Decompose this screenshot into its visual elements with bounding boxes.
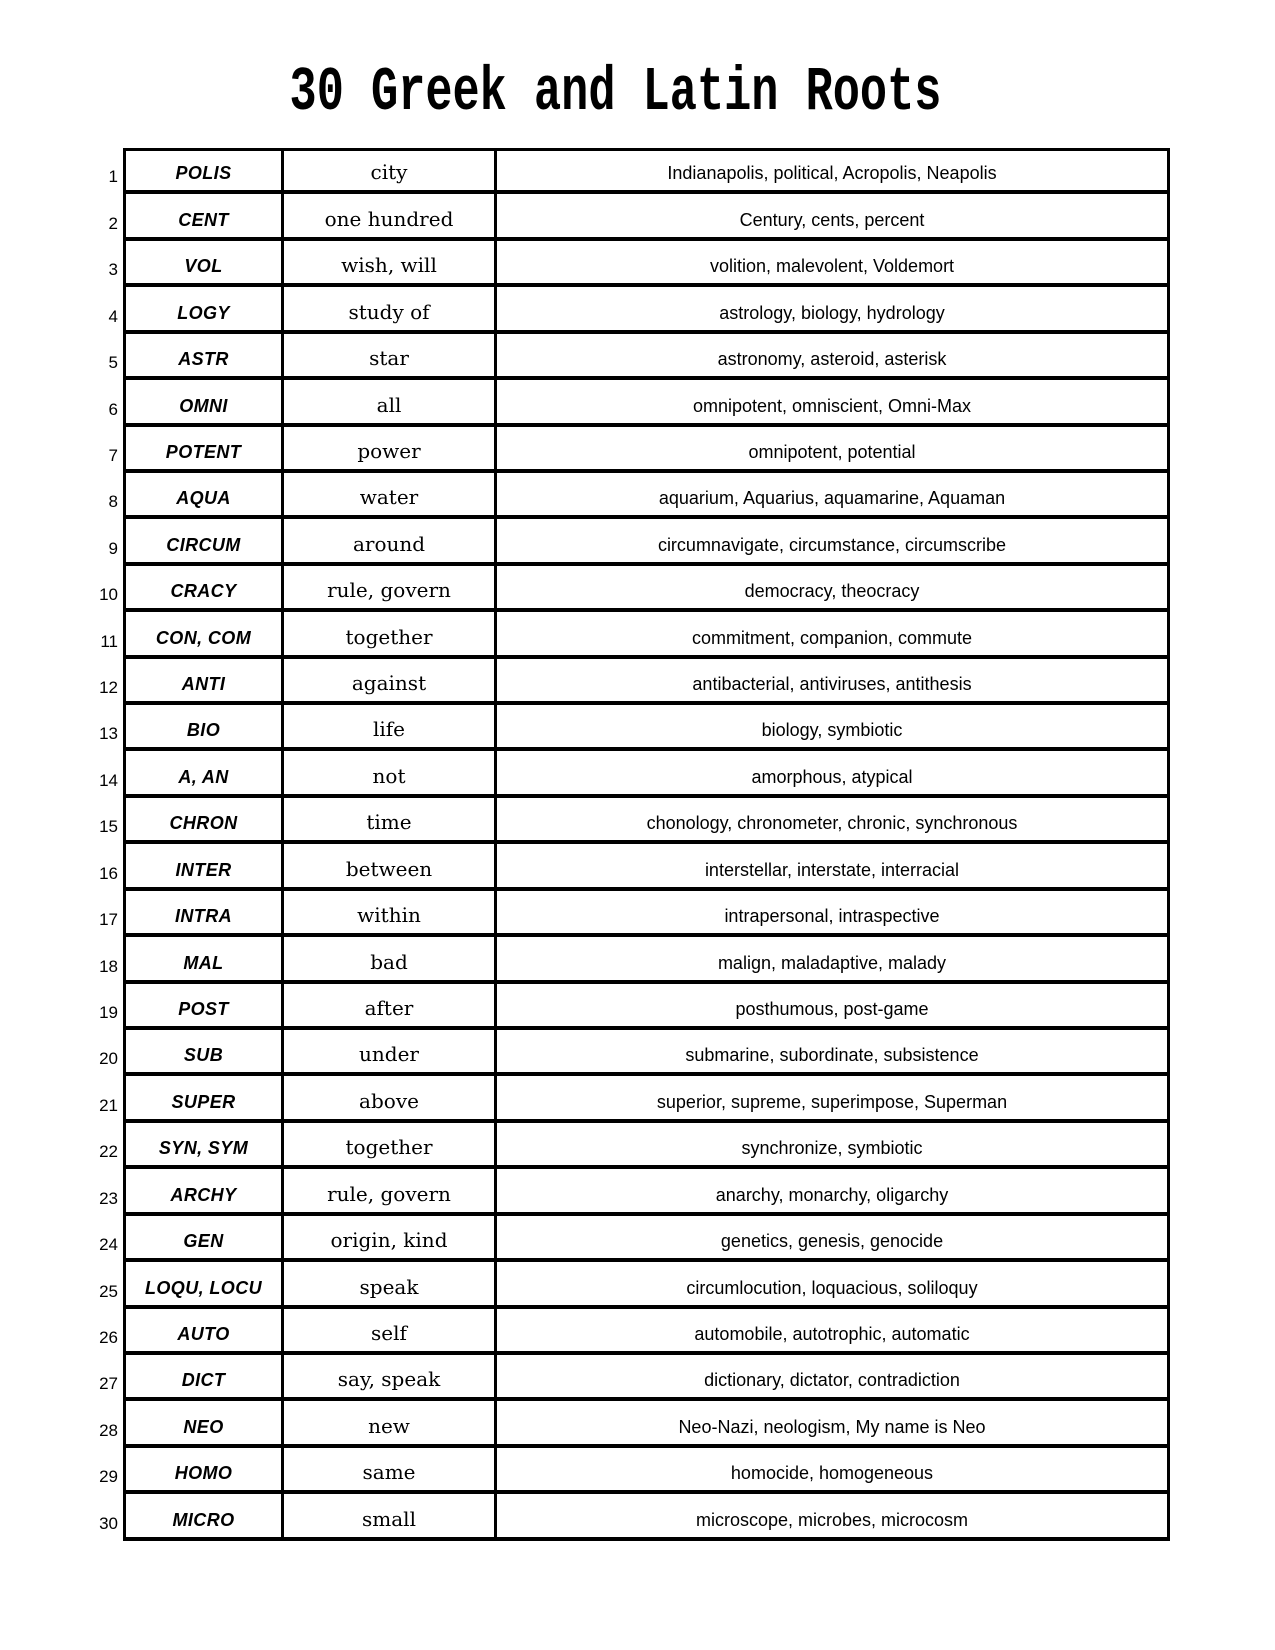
row-number: 16	[99, 863, 118, 883]
table-row	[79, 148, 1170, 194]
root-cell: CHRON	[123, 798, 284, 844]
examples-cell: superior, supreme, superimpose, Superman	[497, 1076, 1170, 1122]
examples-cell: astronomy, asteroid, asterisk	[497, 334, 1170, 380]
meaning-cell: speak	[284, 1262, 497, 1308]
table-row	[79, 334, 1170, 380]
root-cell: INTER	[123, 844, 284, 890]
examples-cell: antibacterial, antiviruses, antithesis	[497, 659, 1170, 705]
meaning-cell: new	[284, 1401, 497, 1447]
examples-cell: astrology, biology, hydrology	[497, 287, 1170, 333]
row-number: 10	[99, 585, 118, 605]
root-cell: CON, COM	[123, 612, 284, 658]
root-cell: DICT	[123, 1355, 284, 1401]
table-row	[79, 1309, 1170, 1355]
root-cell: GEN	[123, 1216, 284, 1262]
table-row	[79, 612, 1170, 658]
meaning-cell: rule, govern	[284, 1169, 497, 1215]
root-cell: SUPER	[123, 1076, 284, 1122]
examples-cell: commitment, companion, commute	[497, 612, 1170, 658]
root-cell: CENT	[123, 194, 284, 240]
table-row	[79, 1262, 1170, 1308]
root-cell: AQUA	[123, 473, 284, 519]
examples-cell: Indianapolis, political, Acropolis, Neapolis	[497, 148, 1170, 194]
root-cell: A, AN	[123, 751, 284, 797]
root-cell: MAL	[123, 937, 284, 983]
row-number: 3	[108, 260, 118, 280]
table-row	[79, 519, 1170, 565]
root-cell: VOL	[123, 241, 284, 287]
meaning-cell: not	[284, 751, 497, 797]
root-cell: LOQU, LOCU	[123, 1262, 284, 1308]
table-row	[79, 1123, 1170, 1169]
root-cell: OMNI	[123, 380, 284, 426]
table-row	[79, 984, 1170, 1030]
meaning-cell: within	[284, 891, 497, 937]
meaning-cell: small	[284, 1494, 497, 1540]
examples-cell: chonology, chronometer, chronic, synchronous	[497, 798, 1170, 844]
table-row	[79, 473, 1170, 519]
table-row	[79, 798, 1170, 844]
table-row	[79, 380, 1170, 426]
meaning-cell: time	[284, 798, 497, 844]
row-number: 6	[108, 399, 118, 419]
meaning-cell: between	[284, 844, 497, 890]
row-number: 7	[108, 445, 118, 465]
meaning-cell: power	[284, 427, 497, 473]
table-row	[79, 659, 1170, 705]
row-number: 18	[99, 956, 118, 976]
table-row	[79, 937, 1170, 983]
row-number: 9	[108, 538, 118, 558]
row-number: 21	[99, 1095, 118, 1115]
examples-cell: omnipotent, omniscient, Omni-Max	[497, 380, 1170, 426]
meaning-cell: say, speak	[284, 1355, 497, 1401]
root-cell: INTRA	[123, 891, 284, 937]
meaning-cell: study of	[284, 287, 497, 333]
table-row	[79, 1216, 1170, 1262]
examples-cell: anarchy, monarchy, oligarchy	[497, 1169, 1170, 1215]
table-row	[79, 705, 1170, 751]
table-row	[79, 844, 1170, 890]
row-number: 15	[99, 817, 118, 837]
examples-cell: posthumous, post-game	[497, 984, 1170, 1030]
root-cell: AUTO	[123, 1309, 284, 1355]
root-cell: CIRCUM	[123, 519, 284, 565]
table-row	[79, 1030, 1170, 1076]
row-number: 19	[99, 1003, 118, 1023]
row-number: 30	[99, 1513, 118, 1533]
row-number: 27	[99, 1374, 118, 1394]
examples-cell: biology, symbiotic	[497, 705, 1170, 751]
page-title	[0, 57, 1230, 128]
meaning-cell: above	[284, 1076, 497, 1122]
table-row	[79, 1401, 1170, 1447]
meaning-cell: around	[284, 519, 497, 565]
meaning-cell: all	[284, 380, 497, 426]
meaning-cell: star	[284, 334, 497, 380]
root-cell: BIO	[123, 705, 284, 751]
row-number: 20	[99, 1049, 118, 1069]
meaning-cell: rule, govern	[284, 566, 497, 612]
table-row	[79, 1076, 1170, 1122]
examples-cell: amorphous, atypical	[497, 751, 1170, 797]
root-cell: CRACY	[123, 566, 284, 612]
meaning-cell: against	[284, 659, 497, 705]
examples-cell: intrapersonal, intraspective	[497, 891, 1170, 937]
meaning-cell: under	[284, 1030, 497, 1076]
table-row	[79, 427, 1170, 473]
root-cell: SUB	[123, 1030, 284, 1076]
meaning-cell: origin, kind	[284, 1216, 497, 1262]
examples-cell: Century, cents, percent	[497, 194, 1170, 240]
row-number: 23	[99, 1188, 118, 1208]
roots-table	[79, 148, 1170, 1541]
row-number: 12	[99, 678, 118, 698]
root-cell: POLIS	[123, 148, 284, 194]
root-cell: ASTR	[123, 334, 284, 380]
meaning-cell: self	[284, 1309, 497, 1355]
root-cell: POST	[123, 984, 284, 1030]
examples-cell: microscope, microbes, microcosm	[497, 1494, 1170, 1540]
root-cell: LOGY	[123, 287, 284, 333]
row-number: 25	[99, 1281, 118, 1301]
meaning-cell: life	[284, 705, 497, 751]
examples-cell: submarine, subordinate, subsistence	[497, 1030, 1170, 1076]
examples-cell: aquarium, Aquarius, aquamarine, Aquaman	[497, 473, 1170, 519]
row-number: 8	[108, 492, 118, 512]
row-number: 11	[100, 631, 118, 651]
meaning-cell: city	[284, 148, 497, 194]
root-cell: NEO	[123, 1401, 284, 1447]
examples-cell: democracy, theocracy	[497, 566, 1170, 612]
row-number: 24	[99, 1235, 118, 1255]
examples-cell: malign, maladaptive, malady	[497, 937, 1170, 983]
meaning-cell: one hundred	[284, 194, 497, 240]
table-row	[79, 194, 1170, 240]
examples-cell: automobile, autotrophic, automatic	[497, 1309, 1170, 1355]
examples-cell: synchronize, symbiotic	[497, 1123, 1170, 1169]
examples-cell: volition, malevolent, Voldemort	[497, 241, 1170, 287]
table-row	[79, 566, 1170, 612]
row-number: 14	[99, 770, 118, 790]
examples-cell: omnipotent, potential	[497, 427, 1170, 473]
row-number: 29	[99, 1467, 118, 1487]
row-number: 28	[99, 1420, 118, 1440]
row-number: 4	[108, 306, 118, 326]
table-row	[79, 1169, 1170, 1215]
root-cell: POTENT	[123, 427, 284, 473]
table-row	[79, 1494, 1170, 1540]
meaning-cell: wish, will	[284, 241, 497, 287]
examples-cell: homocide, homogeneous	[497, 1448, 1170, 1494]
table-row	[79, 1355, 1170, 1401]
table-row	[79, 1448, 1170, 1494]
examples-cell: dictionary, dictator, contradiction	[497, 1355, 1170, 1401]
meaning-cell: same	[284, 1448, 497, 1494]
row-number: 2	[108, 213, 118, 233]
row-number: 26	[99, 1327, 118, 1347]
table-row	[79, 287, 1170, 333]
examples-cell: genetics, genesis, genocide	[497, 1216, 1170, 1262]
row-number: 22	[99, 1142, 118, 1162]
root-cell: ANTI	[123, 659, 284, 705]
meaning-cell: bad	[284, 937, 497, 983]
row-number: 13	[99, 724, 118, 744]
row-number: 17	[99, 910, 118, 930]
meaning-cell: together	[284, 612, 497, 658]
table-row	[79, 241, 1170, 287]
root-cell: HOMO	[123, 1448, 284, 1494]
meaning-cell: together	[284, 1123, 497, 1169]
examples-cell: Neo-Nazi, neologism, My name is Neo	[497, 1401, 1170, 1447]
root-cell: SYN, SYM	[123, 1123, 284, 1169]
row-number: 1	[108, 167, 118, 187]
page-title-text: 30 Greek and Latin Roots	[289, 57, 941, 128]
table-row	[79, 751, 1170, 797]
root-cell: ARCHY	[123, 1169, 284, 1215]
meaning-cell: water	[284, 473, 497, 519]
examples-cell: circumnavigate, circumstance, circumscribe	[497, 519, 1170, 565]
examples-cell: interstellar, interstate, interracial	[497, 844, 1170, 890]
meaning-cell: after	[284, 984, 497, 1030]
examples-cell: circumlocution, loquacious, soliloquy	[497, 1262, 1170, 1308]
root-cell: MICRO	[123, 1494, 284, 1540]
table-row	[79, 891, 1170, 937]
row-number: 5	[108, 353, 118, 373]
